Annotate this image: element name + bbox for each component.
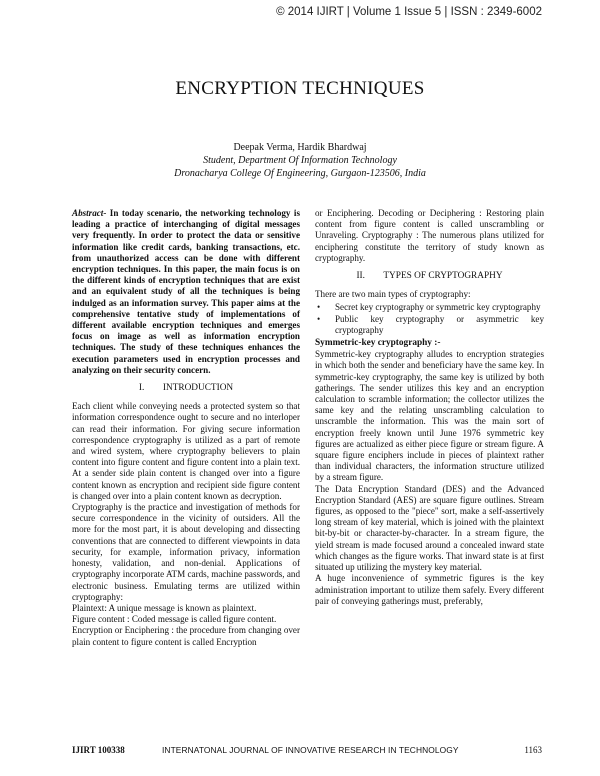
intro-paragraph: Each client while conveying needs a protected system so that information correspondence ought to secure and no interloper can read their information. For giving secure information correspondence cryptography is utilized as a part of remote and wired system, where cryptography believers to plain content into figure content and figure content into a plain text. At a sender side plain content is changed over into a figure content known as encryption and recipient side figure content is changed over into a plain content known as decryption. [72,401,300,501]
types-list [315,302,544,336]
abstract-label: Abstract- [72,208,107,218]
list-item: • Secret key cryptography or symmetric key cryptography [317,302,541,313]
types-intro: There are two main types of cryptography: [315,289,471,300]
footer-paper-id: IJIRT 100338 [72,745,125,755]
list-item: • Public key cryptography or asymmetric key cryptography [317,313,544,335]
left-column [72,208,300,648]
author-affiliation: Student, Department Of Information Technology [203,155,397,166]
intro-paragraph: Cryptography is the practice and investigation of methods for secure correspondence in the vicinity of outsiders. All the more for the most part, it is about developing and dissecting conventions that are connected to different viewpoints in data security, for example, information privacy, information honesty, validation, and non-denial. Applications of cryptography incorporate ATM cards, machine passwords, and electronic business. Emulating terms are utilized within cryptography: [72,502,300,602]
journal-header: © 2014 IJIRT | Volume 1 Issue 5 | ISSN : 2349-6002 [276,6,542,18]
paper-title: ENCRYPTION TECHNIQUES [175,78,425,99]
subsection-heading-symmetric: Symmetric-key cryptography :- [315,338,441,349]
author-names: Deepak Verma, Hardik Bhardwaj [233,142,367,153]
bullet-icon: • [317,313,321,324]
intro-paragraph: Figure content : Coded message is called figure content. [72,614,277,625]
body-paragraph: A huge inconvenience of symmetric figures is the key administration important to utilize them safely. Every different pair of conveying gatherings must, preferably, [315,573,544,606]
author-college: Dronacharya College Of Engineering, Gurgaon-123506, India [174,168,426,179]
page-number: 1163 [524,745,542,755]
intro-paragraph: Plaintext: A unique message is known as plaintext. [72,602,257,613]
section-heading-introduction: I. INTRODUCTION [138,383,234,394]
body-paragraph: or Enciphering. Decoding or Deciphering : Restoring plain content from figure content is called unscrambling or Unraveling. Cryptography : The numerous plans utilized for enciphering constitute the territory of study known as cryptography. [315,208,544,263]
bullet-icon: • [317,302,321,313]
abstract [72,208,300,376]
section-heading-types: II. TYPES OF CRYPTOGRAPHY [356,271,503,282]
abstract-text: In today scenario, the networking technology is leading a practice of interchanging of digital messages very frequently. In order to protect the data or sensitive information like credit cards, banking transactions, etc. from unauthorized access can be done with different encryption techniques. In this paper, the main focus is on the different kinds of encryption techniques that are exist and an equivalent study of all the techniques is being indulged as an information survey. This paper aims at the comprehensive tentative study of implementations of different available encryption techniques and emerges focus on image as well as information encryption techniques. The study of these techniques enhances the execution parameters used in encryption processes and analyzing on their security concern. [72,208,300,375]
author-block [0,141,600,180]
footer-journal-name: INTERNATONAL JOURNAL OF INNOVATIVE RESEARCH IN TECHNOLOGY [162,745,459,755]
body-paragraph: The Data Encryption Standard (DES) and the Advanced Encryption Standard (AES) are square figure outlines. Stream figures, as opposed to the "piece" sort, make a self-assertively long stream of key material, which is joined with the plaintext bit-by-bit or character-by-character. In a stream figure, the yield stream is made focused around a concealed inward state which changes as the figure works. That inward state is at first situated up utilizing the mystery key material. [315,483,544,573]
intro-paragraph: Encryption or Enciphering : the procedure from changing over plain content to figure content is called Encryption [72,625,300,647]
body-paragraph: Symmetric-key cryptography alludes to encryption strategies in which both the sender and beneficiary have the same key. In symmetric-key cryptography, the same key is utilized by both gatherings. The sender utilizes this key and an encryption calculation to scramble information; the collector utilizes the same key and the relating unscrambling calculation to unscramble the information. This was the main sort of encryption freely known until June 1976 symmetric key figures are actualized as either piece figure or stream figure. A square figure enciphers include in pieces of plaintext rather than individual characters, the information structure utilized by a stream figure. [315,349,544,483]
right-column [315,208,544,607]
